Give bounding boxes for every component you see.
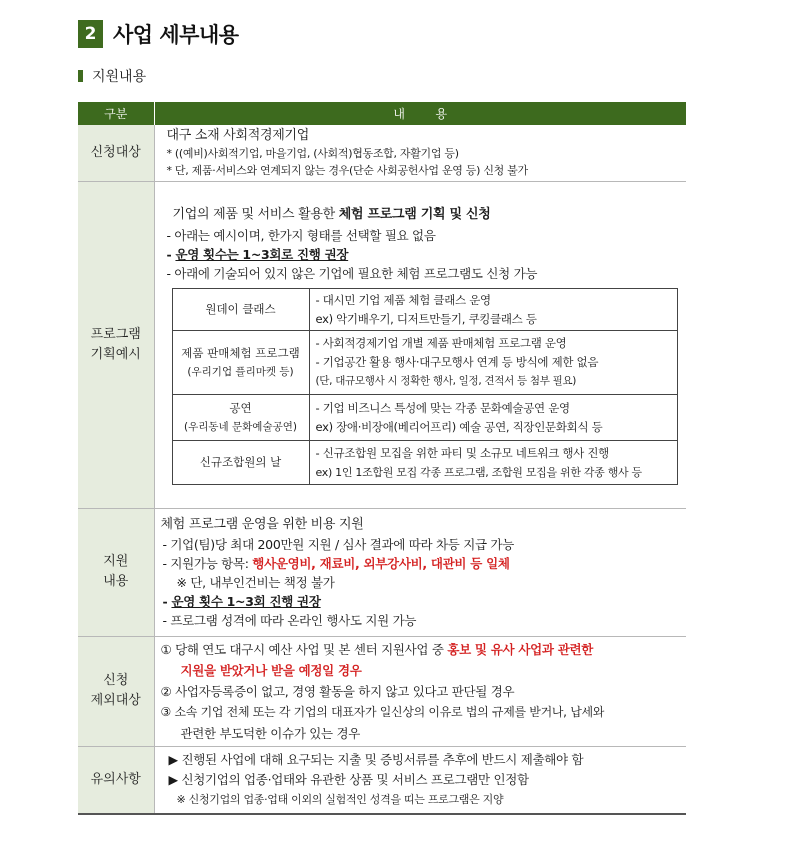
example-title: 원데이 클래스 — [205, 302, 276, 316]
header-content: 내 용 — [154, 102, 686, 125]
example-title-cell — [172, 331, 309, 395]
table-row-notes — [78, 746, 686, 814]
example-title-cell — [172, 289, 309, 331]
exclusion-item-1 — [161, 639, 687, 660]
exclusion-label-line-1: 신청 — [103, 673, 129, 688]
subsection-title: 지원내용 — [92, 69, 147, 85]
support-line-2 — [161, 554, 687, 573]
row-label-exclusion — [78, 636, 154, 746]
support-line-1: - 기업(팀)당 최대 200만원 지원 / 심사 결과에 따라 차등 지급 가능 — [162, 536, 514, 552]
support-line-3: ※ 단, 내부인건비는 책정 불가 — [176, 574, 335, 590]
example-subtitle: (우리동네 문화예술공연) — [184, 420, 297, 433]
example-detail-cell — [309, 395, 677, 441]
exclusion-label-line-2: 제외대상 — [90, 693, 141, 708]
notes-line-3: ※ 신청기업의 업종·업태 이외의 실험적인 성격을 띠는 프로그램은 지양 — [176, 793, 504, 807]
program-intro — [173, 204, 687, 226]
support-line-5: - 프로그램 성격에 따라 온라인 행사도 지원 가능 — [162, 612, 417, 628]
exclusion-item-1-cont: 지원을 받았거나 받을 예정일 경우 — [180, 662, 362, 678]
program-examples-table — [172, 288, 678, 485]
support-line-4-underline: 운영 횟수 1~3회 진행 권장 — [171, 593, 321, 609]
section-title: 사업 세부내용 — [113, 23, 239, 47]
notes-line-2: ▶ 신청기업의 업종·업태와 유관한 상품 및 서비스 프로그램만 인정함 — [168, 772, 529, 788]
example-detail-line: - 기업공간 활용 행사·대구모행사 연계 등 방식에 제한 없음 — [315, 355, 599, 369]
example-detail-line: ex) 악기배우기, 디저트만들기, 쿠킹클래스 등 — [315, 311, 537, 326]
table-header-row — [78, 102, 686, 125]
support-line-4 — [161, 592, 687, 611]
row-label-support — [78, 508, 154, 636]
target-note-2: * 단, 제품·서비스와 연계되지 않는 경우(단순 사회공헌사업 운영 등) 신청 불가 — [166, 164, 528, 178]
example-detail-line: - 기업 비즈니스 특성에 맞는 각종 문화예술공연 운영 — [315, 400, 570, 415]
program-label-line-1: 프로그램 — [90, 326, 141, 342]
example-row — [172, 441, 677, 485]
program-line-2-dash: - — [166, 247, 176, 262]
support-main: 체험 프로그램 운영을 위한 비용 지원 — [160, 516, 364, 532]
target-note-1: * ((예비)사회적기업, 마을기업, (사회적)협동조합, 자활기업 등) — [166, 147, 459, 161]
target-main: 대구 소재 사회적경제기업 — [166, 128, 310, 144]
example-row — [172, 331, 677, 395]
square-bullet-icon — [78, 70, 83, 82]
row-content-target — [154, 125, 686, 181]
support-line-2-red: 행사운영비, 재료비, 외부강사비, 대관비 등 일체 — [252, 555, 510, 571]
example-detail-line: (단, 대규모행사 시 정확한 행사, 일정, 견적서 등 첨부 필요) — [315, 375, 577, 387]
program-line-2-underline: 운영 횟수는 1~3회로 진행 권장 — [175, 247, 349, 262]
subsection-header — [78, 66, 146, 86]
table-row-target — [78, 125, 686, 181]
exclusion-item-1-prefix: ① 당해 연도 대구시 예산 사업 및 본 센터 지원사업 중 — [160, 641, 448, 657]
example-title: 제품 판매체험 프로그램 — [181, 345, 300, 360]
example-row — [172, 395, 677, 441]
exclusion-item-3: ③ 소속 기업 전체 또는 각 기업의 대표자가 일신상의 이유로 법의 규제를 받거나, 납세와 — [160, 704, 605, 719]
exclusion-item-3-cont: 관련한 부도덕한 이슈가 있는 경우 — [180, 725, 361, 741]
support-line-2-prefix: - 지원가능 항목: — [162, 555, 253, 571]
row-label-target: 신청대상 — [78, 125, 154, 181]
row-content-exclusion — [154, 636, 686, 746]
example-detail-line: - 사회적경제기업 개별 제품 판매체험 프로그램 운영 — [315, 336, 567, 350]
section-number-badge: 2 — [78, 20, 103, 48]
row-content-support — [154, 508, 686, 636]
support-label-line-1: 지원 — [103, 554, 129, 569]
program-line-2 — [167, 245, 687, 264]
example-title-cell — [172, 395, 309, 441]
example-title-cell — [172, 441, 309, 485]
example-detail-cell — [309, 441, 677, 485]
exclusion-item-2: ② 사업자등록증이 없고, 경영 활동을 하지 않고 있다고 판단될 경우 — [160, 683, 515, 699]
example-title: 공연 — [229, 400, 252, 415]
row-content-program — [154, 181, 686, 508]
example-title: 신규조합원의 날 — [199, 455, 282, 469]
exclusion-item-1-red: 홍보 및 유사 사업과 관련한 — [447, 641, 594, 657]
example-detail-line: - 신규조합원 모집을 위한 파티 및 소규모 네트워크 행사 진행 — [315, 445, 609, 460]
section-header — [78, 19, 239, 49]
row-label-program — [78, 181, 154, 508]
header-category: 구분 — [78, 102, 154, 125]
row-content-notes — [154, 746, 686, 814]
example-detail-cell — [309, 331, 677, 395]
notes-line-1: ▶ 진행된 사업에 대해 요구되는 지출 및 증빙서류를 추후에 반드시 제출해야 함 — [168, 752, 584, 768]
program-line-1: - 아래는 예시이며, 한가지 형태를 선택할 필요 없음 — [166, 228, 436, 243]
support-line-4-dash: - — [162, 593, 172, 609]
table-row-program — [78, 181, 686, 508]
table-row-support — [78, 508, 686, 636]
example-detail-cell — [309, 289, 677, 331]
support-label-line-2: 내용 — [103, 574, 129, 589]
table-row-exclusion — [78, 636, 686, 746]
example-detail-line: - 대시민 기업 제품 체험 클래스 운영 — [315, 292, 491, 307]
support-details-table — [78, 102, 686, 815]
example-subtitle: (우리기업 플리마켓 등) — [187, 365, 294, 378]
program-label-line-2: 기획예시 — [90, 346, 141, 362]
program-intro-prefix: 기업의 제품 및 서비스 활용한 — [172, 207, 339, 222]
example-row — [172, 289, 677, 331]
example-detail-line: ex) 장애·비장애(베리어프리) 예술 공연, 직장인문화회식 등 — [315, 419, 603, 434]
row-label-notes: 유의사항 — [78, 746, 154, 814]
program-intro-bold: 체험 프로그램 기획 및 신청 — [338, 207, 491, 222]
example-detail-line: ex) 1인 1조합원 모집 각종 프로그램, 조합원 모집을 위한 각종 행사 등 — [315, 465, 642, 479]
program-line-3: - 아래에 기술되어 있지 않은 기업에 필요한 체험 프로그램도 신청 가능 — [166, 266, 538, 281]
